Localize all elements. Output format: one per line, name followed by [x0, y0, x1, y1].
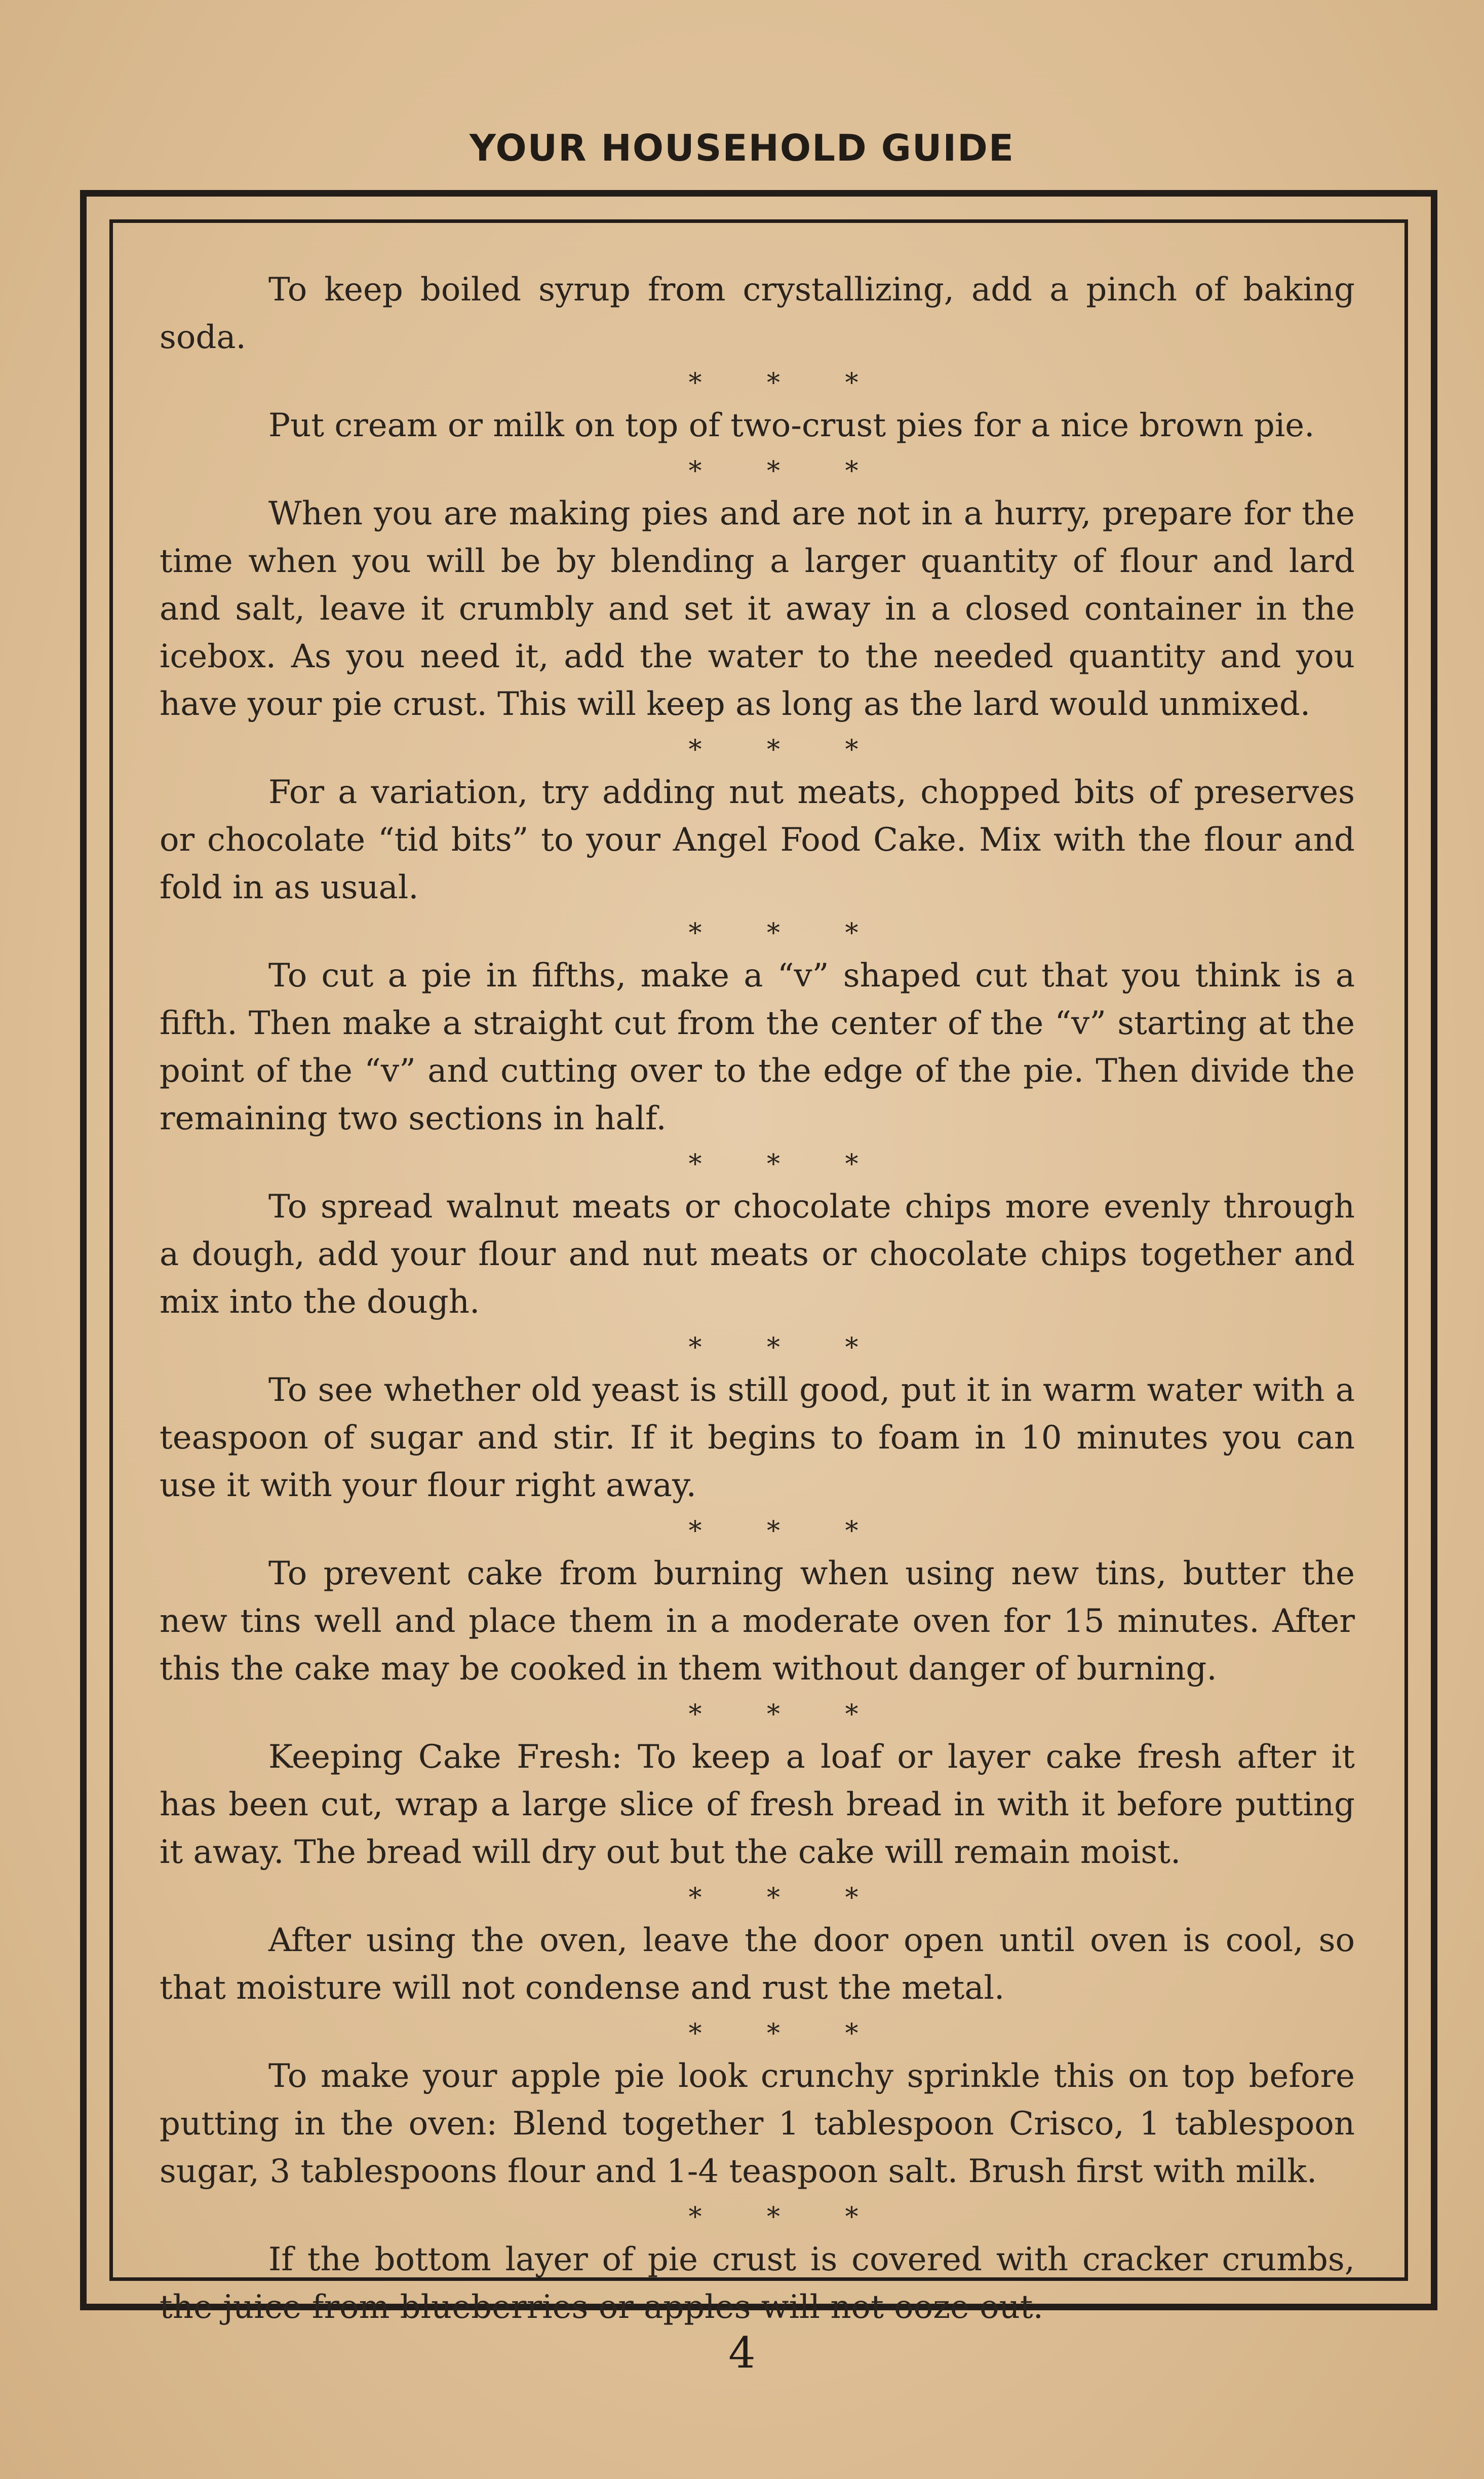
star-separator: * * * — [688, 456, 887, 486]
star-separator: * * * — [688, 1883, 887, 1913]
tip-pie-fifths: To cut a pie in fifths, make a “v” shaped cut that you think is a fifth. Then make a straight cut from the center of the “v” starting at the point of the “v” and cutting over to the edge of the pie. Then divide the remaining two sections in half. — [160, 957, 1355, 1137]
tip-old-yeast: To see whether old yeast is still good, put it in warm water with a teaspoon of sugar and stir. If it begins to foam in 10 minutes you can use it with your flour right away. — [160, 1371, 1355, 1504]
star-separator: * * * — [688, 1699, 887, 1730]
star-separator: * * * — [688, 735, 887, 765]
tip-cream-pies: Put cream or milk on top of two-crust pies for a nice brown pie. — [268, 407, 1315, 444]
tip-walnut-meats: To spread walnut meats or chocolate chips more evenly through a dough, add your flour and nut meats or chocolate chips together and mix into the dough. — [160, 1188, 1355, 1321]
tip-oven-door: After using the oven, leave the door open until oven is cool, so that moisture will not condense and rust the metal. — [160, 1922, 1355, 2007]
star-separator: * * * — [688, 918, 887, 948]
star-separator: * * * — [688, 2202, 887, 2232]
page-title: YOUR HOUSEHOLD GUIDE — [469, 127, 1015, 169]
tip-cake-fresh: Keeping Cake Fresh: To keep a loaf or layer cake fresh after it has been cut, wrap a large slice of fresh bread in with it before putting it away. The bread will dry out but the cake will remain moist. — [160, 1738, 1355, 1871]
tip-angel-food-cake: For a variation, try adding nut meats, chopped bits of preserves or chocolate “tid bits” to your Angel Food Cake. Mix with the flour and fold in as usual. — [160, 774, 1355, 906]
tip-cracker-crumbs: If the bottom layer of pie crust is covered with cracker crumbs, the juice from blueberries or apples will not ooze out. — [160, 2241, 1355, 2326]
star-separator: * * * — [688, 1516, 887, 1546]
star-separator: * * * — [688, 2018, 887, 2049]
tip-syrup: To keep boiled syrup from crystallizing, add a pinch of baking soda. — [160, 271, 1355, 356]
tip-new-tins: To prevent cake from burning when using new tins, butter the new tins well and place them in a moderate oven for 15 minutes. After this the cake may be cooked in them without danger of burning. — [160, 1555, 1355, 1688]
tip-pie-crust-mix: When you are making pies and are not in a hurry, prepare for the time when you will be by blending a larger quantity of flour and lard and salt, leave it crumbly and set it away in a closed container in the icebox. As you need it, add the water to the needed quantity and you have your pie crust. This will keep as long as the lard would unmixed. — [160, 495, 1355, 723]
tips-list — [160, 266, 1355, 2331]
page-number: 4 — [728, 2328, 756, 2378]
tip-crunchy-apple-pie: To make your apple pie look crunchy sprinkle this on top before putting in the oven: Blend together 1 tablespoon Crisco, 1 tablespoon sugar, 3 tablespoons flour and 1-4 teaspoon salt. Brush first with milk. — [160, 2057, 1355, 2190]
star-separator: * * * — [688, 368, 887, 398]
star-separator: * * * — [688, 1332, 887, 1363]
star-separator: * * * — [688, 1149, 887, 1179]
